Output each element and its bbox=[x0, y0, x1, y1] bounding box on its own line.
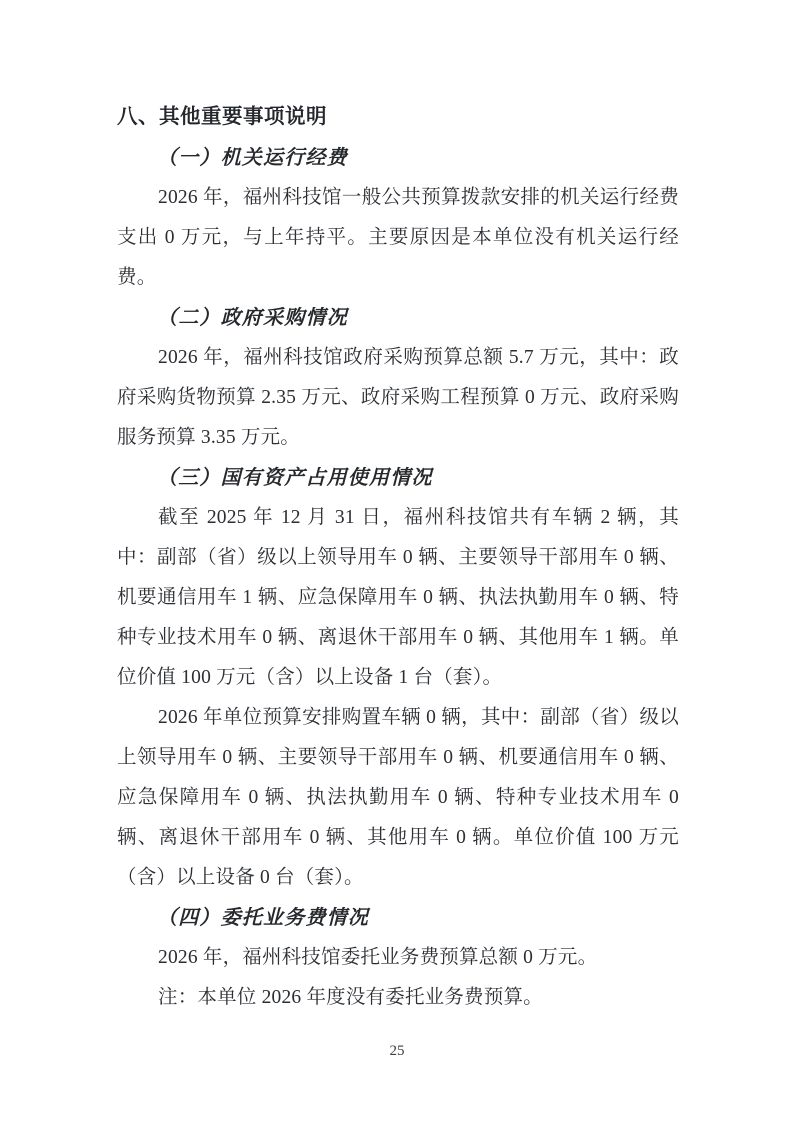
section-heading: 八、其他重要事项说明 bbox=[117, 104, 327, 128]
page-number: 25 bbox=[389, 1043, 405, 1059]
paragraph: 注：本单位 2026 年度没有委托业务费预算。 bbox=[158, 987, 543, 1008]
paragraph: 2026 年单位预算安排购置车辆 0 辆，其中：副部（省）级以上领导用车 0 辆、主要领导干部用车 0 辆、机要通信用车 0 辆、应急保障用车 0 辆、执法执勤用车 0 辆、特种专业技术用车 0 辆、离退休干部用车 0 辆、其他用车 0 辆。单位价值 100 万元（含）以上设备 0 台（套）。 bbox=[117, 707, 679, 888]
paragraph: 2026 年，福州科技馆政府采购预算总额 5.7 万元，其中：政府采购货物预算 2.35 万元、政府采购工程预算 0 万元、政府采购服务预算 3.35 万元。 bbox=[117, 347, 679, 448]
subsection-heading-4: （四）委托业务费情况 bbox=[157, 907, 369, 929]
subsection-heading-2: （二）政府采购情况 bbox=[157, 307, 348, 329]
subsection-heading-3: （三）国有资产占用使用情况 bbox=[157, 467, 433, 489]
subsection-heading-1: （一）机关运行经费 bbox=[157, 147, 348, 169]
paragraph: 截至 2025 年 12 月 31 日，福州科技馆共有车辆 2 辆，其中：副部（省）级以上领导用车 0 辆、主要领导干部用车 0 辆、机要通信用车 1 辆、应急保障用车 0 辆、执法执勤用车 0 辆、特种专业技术用车 0 辆、离退休干部用车 0 辆、其他用车 1 辆。单位价值 100 万元（含）以上设备 1 台（套）。 bbox=[117, 507, 679, 688]
paragraph: 2026 年，福州科技馆一般公共预算拨款安排的机关运行经费支出 0 万元，与上年持平。主要原因是本单位没有机关运行经费。 bbox=[117, 187, 679, 288]
page-content bbox=[117, 96, 679, 1018]
paragraph: 2026 年，福州科技馆委托业务费预算总额 0 万元。 bbox=[158, 947, 598, 968]
